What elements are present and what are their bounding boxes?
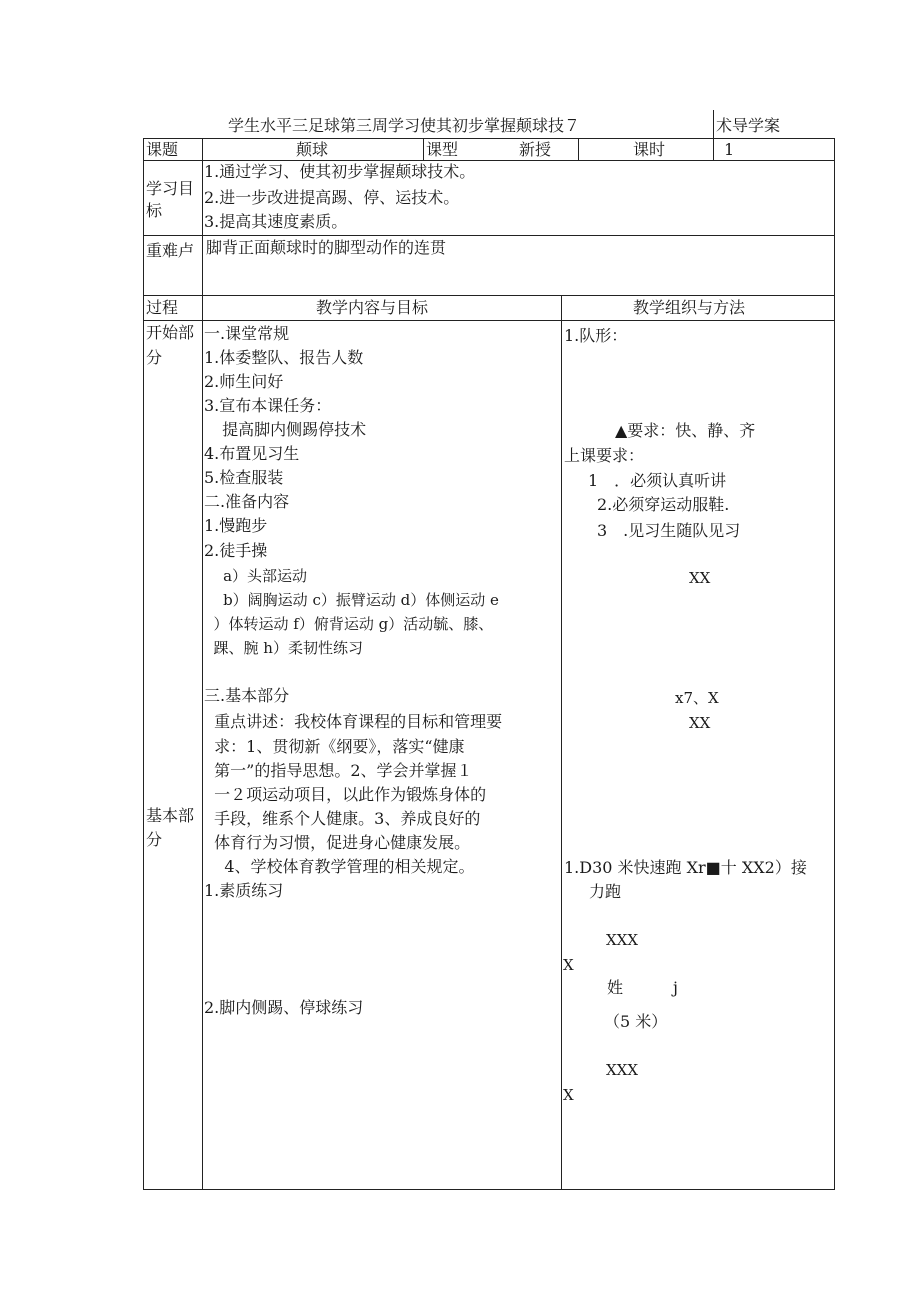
info-divider-type-label: [423, 138, 424, 160]
formation-xx: XX: [689, 714, 711, 732]
table-top-border: [143, 138, 835, 139]
content-line: b）阔胸运动 c）振臂运动 d）体侧运动 e: [204, 591, 499, 609]
table-bottom-border: [143, 1189, 835, 1190]
column-divider-label: [202, 138, 203, 1190]
objectives-label-cont: 标: [146, 201, 163, 220]
table-right-border: [834, 138, 835, 1190]
objective-item: 1.通过学习、使其初步掌握颠球技术。: [204, 162, 476, 181]
column-divider-content: [561, 295, 562, 1190]
content-line: 第一”的指导思想。2、学会并掌握１: [204, 761, 473, 780]
content-line: 提高脚内侧踢停技术: [212, 420, 367, 439]
formation-x7: x7、X: [675, 689, 719, 707]
relay-line-cont: 力跑: [589, 882, 622, 901]
hours-label: 课时: [633, 140, 666, 159]
content-line: 5.检查服装: [204, 468, 284, 487]
content-line: 3.宣布本课任务：: [204, 396, 332, 415]
content-line: 重点讲述：我校体育课程的目标和管理要: [204, 712, 503, 731]
method-req-item: 2.必须穿运动服鞋.: [597, 495, 730, 514]
info-divider-type-value: [578, 138, 579, 160]
content-line: 踝、腕 h）柔韧性练习: [204, 639, 363, 657]
hours-value: 1: [724, 140, 735, 159]
column-header-method: 教学组织与方法: [633, 298, 746, 317]
column-header-content: 教学内容与目标: [316, 298, 429, 317]
row-divider-keypoints: [143, 295, 835, 296]
content-line: 1.素质练习: [204, 881, 284, 900]
row-divider-objectives: [143, 235, 835, 236]
objective-item: 3.提高其速度素质。: [204, 212, 348, 231]
formation-xx: XX: [689, 569, 711, 587]
column-header-process: 过程: [146, 298, 179, 317]
basic-section-label-cont: 分: [146, 830, 163, 849]
formation-distance: （5 米）: [604, 1012, 668, 1031]
method-formation: 1.队形：: [564, 326, 628, 345]
start-section-label: 开始部: [146, 323, 195, 342]
info-divider-hours: [713, 110, 714, 160]
content-line: 4、学校体育教学管理的相关规定。: [204, 857, 475, 876]
start-section-label-cont: 分: [146, 348, 163, 367]
content-line: 体育行为习惯，促进身心健康发展。: [204, 833, 471, 852]
relay-line: 1.D30 米快速跑 Xr■十 XX2）接: [564, 858, 807, 877]
topic-label: 课题: [146, 140, 179, 159]
row-divider-info: [143, 160, 835, 161]
content-line: 2.师生问好: [204, 372, 284, 391]
formation-j: j: [673, 978, 678, 997]
objective-item: 2.进一步改进提高踢、停、运技术。: [204, 188, 460, 207]
topic-value: 颠球: [296, 140, 329, 159]
page-title: 学生水平三足球第三周学习使其初步掌握颠球技７: [228, 116, 581, 135]
content-line: 2.徒手操: [204, 541, 268, 560]
table-left-border: [143, 138, 144, 1190]
content-line: 一.课堂常规: [204, 324, 290, 343]
method-requirement: ▲要求：快、静、齐: [615, 421, 756, 440]
lesson-type-value: 新授: [519, 140, 552, 159]
formation-x: X: [563, 1086, 574, 1104]
basic-section-label: 基本部: [146, 806, 195, 825]
content-line: 二.准备内容: [204, 492, 290, 511]
formation-xxx: XXX: [606, 931, 639, 949]
method-req-item: 3 .见习生随队见习: [597, 521, 741, 540]
method-req-item: 1 ．必须认真听讲: [588, 471, 727, 490]
content-line: 4.布置见习生: [204, 444, 300, 463]
formation-x: X: [563, 956, 574, 974]
basic-heading: 三.基本部分: [204, 686, 290, 705]
content-line: a）头部运动: [204, 567, 308, 585]
method-class-req: 上课要求：: [564, 446, 645, 465]
key-points-text: 脚背正面颠球时的脚型动作的连贯: [206, 238, 447, 257]
objectives-label: 学习目: [146, 179, 195, 198]
formation-xxx: XXX: [606, 1061, 639, 1079]
content-line: 1.体委整队、报告人数: [204, 348, 364, 367]
content-line: 求：1、贯彻新《纲要》，落实“健康: [204, 737, 465, 756]
page-title-suffix: 术导学案: [716, 116, 781, 135]
content-line: ）体转运动 f）俯背运动 g）活动毓、膝、: [204, 615, 494, 633]
content-line: 2.脚内侧踢、停球练习: [204, 998, 364, 1017]
content-line: 1.慢跑步: [204, 516, 268, 535]
content-line: 手段，维系个人健康。3、养成良好的: [204, 809, 481, 828]
lesson-type-label: 课型: [426, 140, 459, 159]
formation-name: 姓: [607, 978, 624, 997]
content-line: 一２项运动项目，以此作为锻炼身体的: [204, 785, 487, 804]
row-divider-columns: [143, 320, 835, 321]
key-points-label: 重难卢: [146, 241, 195, 260]
